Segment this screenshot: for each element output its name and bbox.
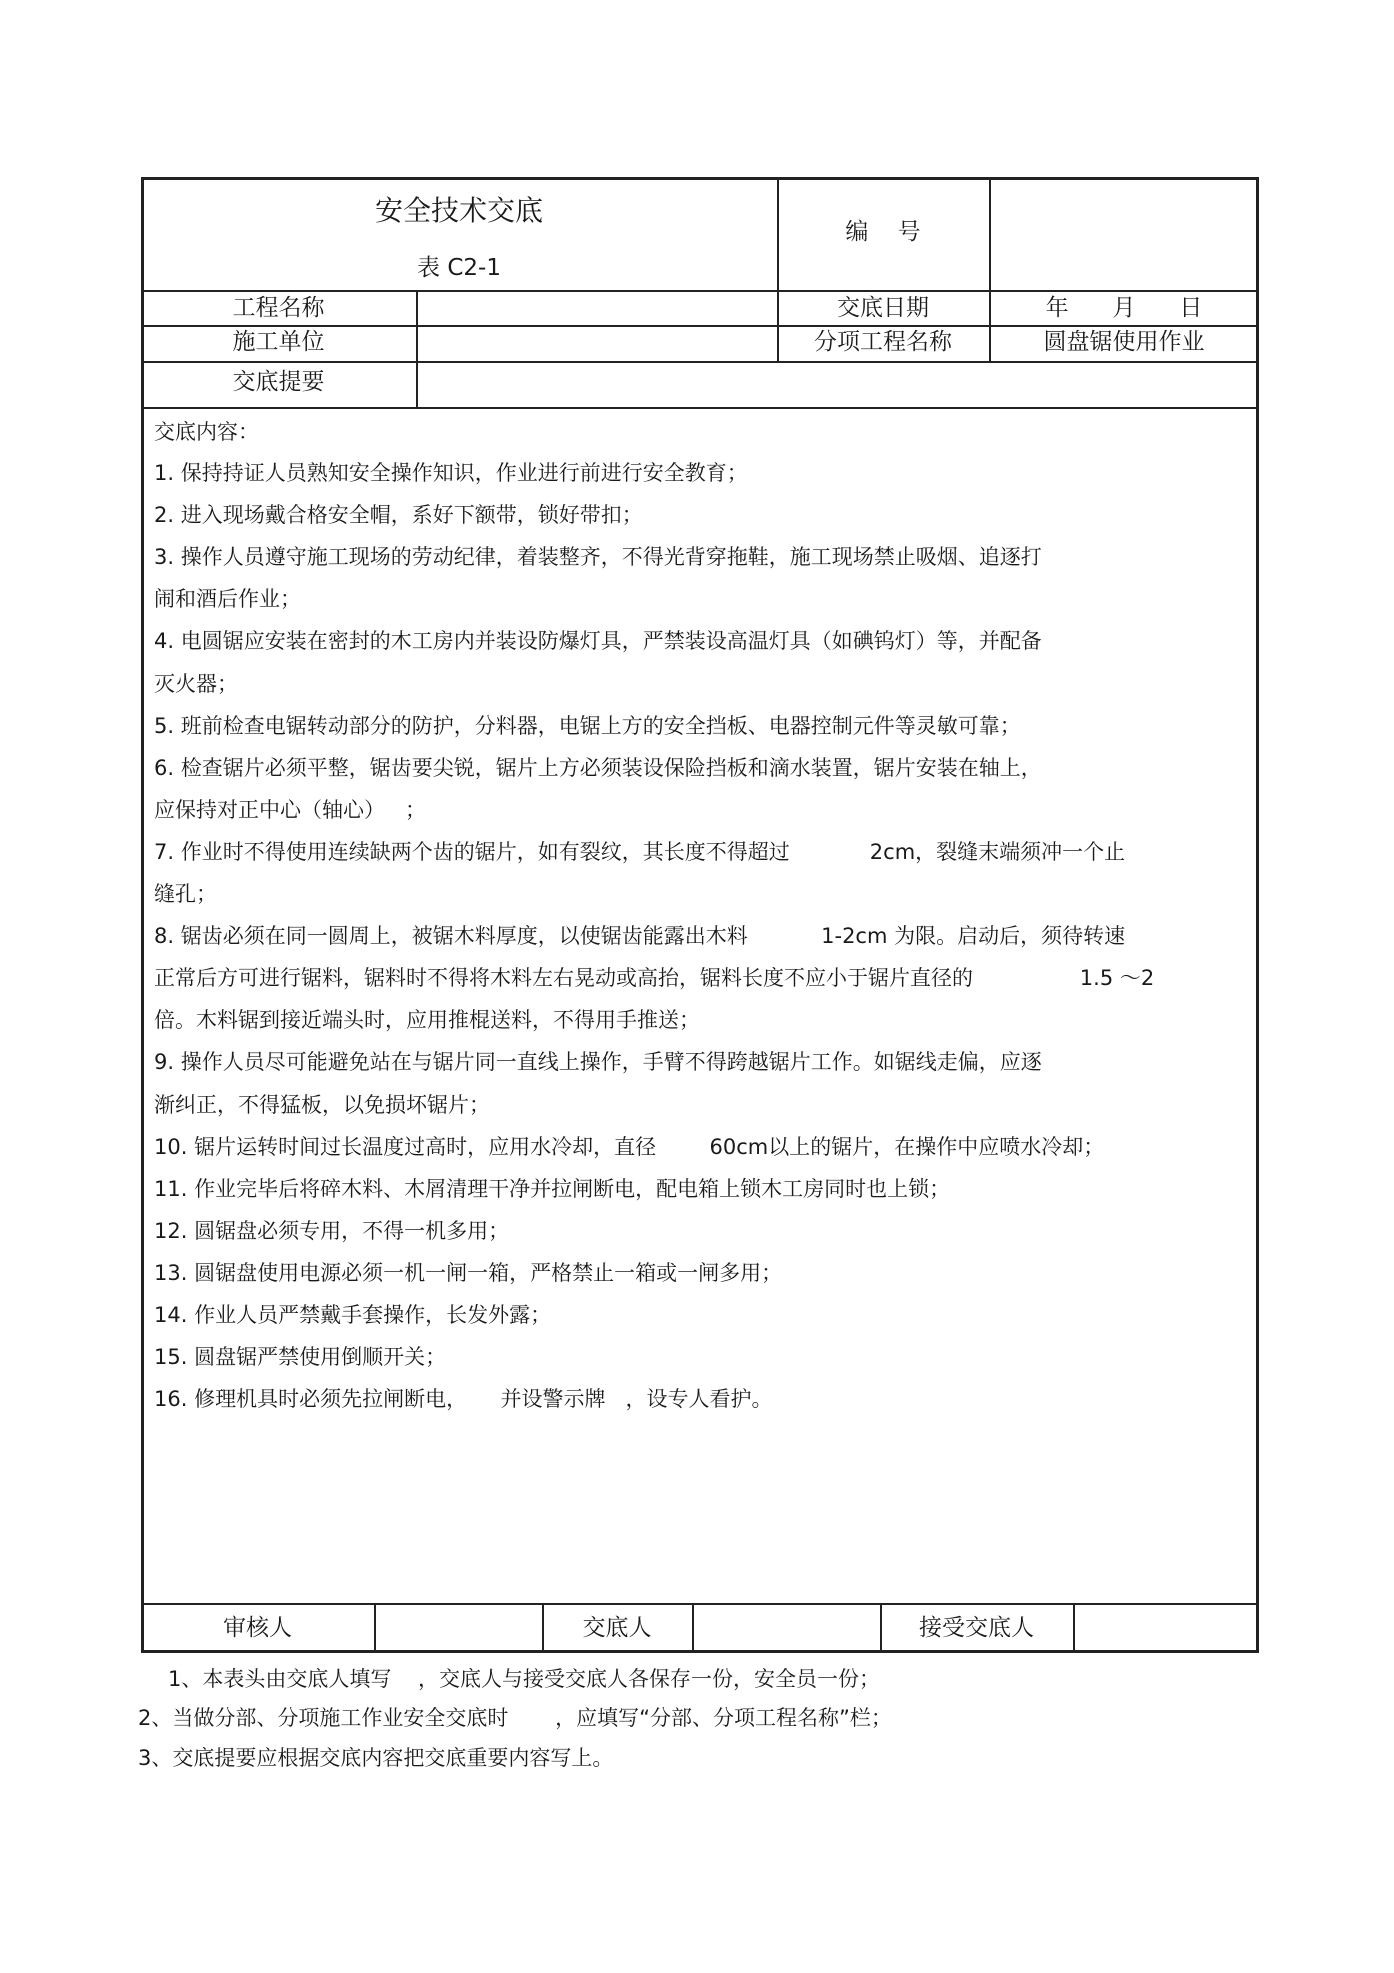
row-divider bbox=[141, 407, 1259, 409]
content-line: 10. 锯片运转时间过长温度过高时，应用水冷却，直径 60cm以上的锯片，在操作中应喷水冷却； bbox=[154, 1134, 1105, 1159]
content-line: 12. 圆锯盘必须专用，不得一机多用； bbox=[154, 1218, 510, 1243]
reviewer-label: 审核人 bbox=[223, 1615, 292, 1641]
content-line: 9. 操作人员尽可能避免站在与锯片同一直线上操作，手臂不得跨越锯片工作。如锯线走偏，应逐 bbox=[154, 1050, 1042, 1075]
row-divider bbox=[141, 325, 1259, 327]
col-divider bbox=[416, 290, 418, 407]
content-line: 6. 检查锯片必须平整，锯齿要尖锐，锯片上方必须装设保险挡板和滴水装置，锯片安装在轴上， bbox=[154, 755, 1042, 780]
content-line: 1. 保持持证人员熟知安全操作知识，作业进行前进行安全教育； bbox=[154, 461, 748, 485]
discloser-label: 交底人 bbox=[582, 1615, 652, 1641]
subitem-label: 分项工程名称 bbox=[814, 329, 952, 355]
row-divider bbox=[141, 361, 1259, 363]
content-line: 倍。木料锯到接近端头时，应用推棍送料，不得用手推送； bbox=[154, 1008, 700, 1033]
date-value: 年 月 日 bbox=[1045, 295, 1203, 321]
footnote: 2、当做分部、分项施工作业安全交底时 ，应填写“分部、分项工程名称”栏； bbox=[138, 1706, 892, 1730]
content-line: 闹和酒后作业； bbox=[154, 587, 301, 612]
row-divider bbox=[141, 290, 1259, 292]
content-line: 11. 作业完毕后将碎木料、木屑清理干净并拉闸断电，配电箱上锁木工房同时也上锁； bbox=[154, 1176, 951, 1201]
content-line: 灭火器； bbox=[154, 671, 238, 696]
page-title: 安全技术交底 bbox=[374, 194, 543, 227]
number-label: 编 号 bbox=[845, 219, 921, 245]
content-line: 13. 圆锯盘使用电源必须一机一闸一箱，严格禁止一箱或一闸多用； bbox=[154, 1260, 783, 1285]
form-number: 表 C2-1 bbox=[417, 255, 501, 281]
date-label: 交底日期 bbox=[837, 295, 929, 321]
content-line: 渐纠正，不得猛板，以免损坏锯片； bbox=[154, 1092, 490, 1117]
content-line: 15. 圆盘锯严禁使用倒顺开关； bbox=[154, 1345, 447, 1370]
content-heading: 交底内容： bbox=[154, 420, 259, 444]
footnote: 1、本表头由交底人填写 ，交底人与接受交底人各保存一份，安全员一份； bbox=[168, 1667, 881, 1691]
receiver-label: 接受交底人 bbox=[919, 1615, 1034, 1641]
col-divider bbox=[1073, 1603, 1075, 1653]
content-line: 缝孔； bbox=[154, 882, 217, 906]
summary-label: 交底提要 bbox=[232, 369, 325, 395]
content-line: 3. 操作人员遵守施工现场的劳动纪律，着装整齐，不得光背穿拖鞋，施工现场禁止吸烟、追逐打 bbox=[154, 545, 1042, 570]
content-line: 5. 班前检查电锯转动部分的防护，分料器，电锯上方的安全挡板、电器控制元件等灵敏可靠； bbox=[154, 713, 1021, 738]
unit-label: 施工单位 bbox=[232, 329, 325, 355]
footnote: 3、交底提要应根据交底内容把交底重要内容写上。 bbox=[138, 1746, 614, 1770]
col-divider bbox=[374, 1603, 376, 1653]
project-name-label: 工程名称 bbox=[232, 295, 325, 321]
content-line: 应保持对正中心（轴心） ； bbox=[154, 797, 427, 822]
safety-disclosure-form bbox=[141, 177, 1259, 1653]
content-line: 16. 修理机具时必须先拉闸断电， 并设警示牌 ，设专人看护。 bbox=[154, 1387, 773, 1412]
content-line: 8. 锯齿必须在同一圆周上，被锯木料厚度，以使锯齿能露出木料 1-2cm 为限。启动后，须待转速 bbox=[154, 924, 1126, 949]
row-divider bbox=[141, 1603, 1259, 1605]
content-line: 4. 电圆锯应安装在密封的木工房内并装设防爆灯具，严禁装设高温灯具（如碘钨灯）等，并配备 bbox=[154, 629, 1042, 654]
subitem-value: 圆盘锯使用作业 bbox=[1043, 329, 1205, 355]
content-line: 正常后方可进行锯料，锯料时不得将木料左右晃动或高抬，锯料长度不应小于锯片直径的 1.5 ～2 bbox=[154, 966, 1155, 991]
content-line: 7. 作业时不得使用连续缺两个齿的锯片，如有裂纹，其长度不得超过 2cm，裂缝末端须冲一个止 bbox=[154, 839, 1126, 864]
col-divider bbox=[692, 1603, 694, 1653]
content-line: 14. 作业人员严禁戴手套操作，长发外露； bbox=[154, 1303, 552, 1327]
content-line: 2. 进入现场戴合格安全帽，系好下额带，锁好带扣； bbox=[154, 503, 643, 528]
